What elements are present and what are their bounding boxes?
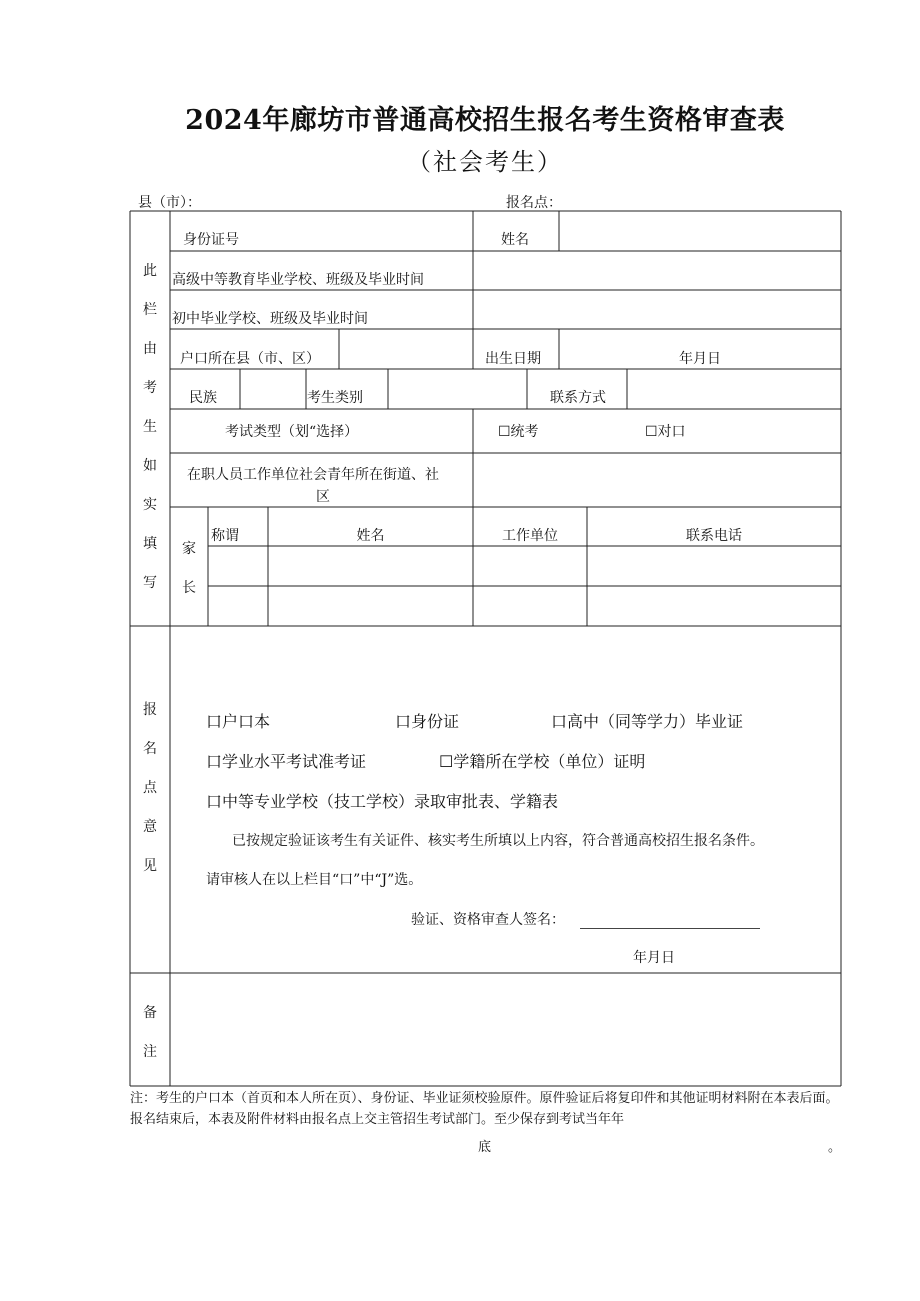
remarks-field[interactable]	[172, 975, 839, 1084]
workplace-label-continued: 区	[316, 489, 330, 505]
section2-side-label: 报 名 点 意 见	[143, 702, 157, 874]
ethnicity-field[interactable]	[242, 371, 304, 407]
high-school-label: 高级中等教育毕业学校、班级及毕业时间	[172, 272, 424, 288]
workplace-field[interactable]	[475, 455, 839, 505]
candidate-category-field[interactable]	[390, 371, 525, 407]
check-vocational-records[interactable]: 口中等专业学校（技工学校）录取审批表、学籍表	[206, 792, 559, 811]
id-number-label: 身份证号	[183, 232, 239, 248]
check-hukou-book[interactable]: 口户口本	[206, 712, 271, 731]
contact-label: 联系方式	[550, 390, 606, 406]
check-school-certificate[interactable]: ☐学籍所在学校（单位）证明	[439, 752, 646, 771]
parent-work-header: 工作单位	[502, 528, 558, 544]
check-high-school-diploma[interactable]: 口高中（同等学力）毕业证	[551, 712, 744, 731]
page-subtitle: （社会考生）	[407, 148, 563, 176]
candidate-category-label: 考生类别	[307, 390, 363, 406]
reviewer-instruction: 请审核人在以上栏目“口”中“J”选。	[206, 872, 423, 888]
hukou-field[interactable]	[341, 331, 471, 367]
exam-option-unified[interactable]: ☐统考	[498, 424, 539, 440]
high-school-field[interactable]	[475, 253, 839, 288]
footnote-tail-2: 。	[828, 1140, 842, 1155]
exam-type-label: 考试类型（划“选择）	[225, 424, 359, 440]
remarks-side-label: 备 注	[143, 1005, 157, 1060]
name-field[interactable]	[561, 213, 839, 249]
parent-row-2[interactable]	[209, 587, 840, 625]
junior-school-field[interactable]	[475, 292, 839, 327]
signature-line[interactable]	[580, 928, 760, 929]
parent-phone-header: 联系电话	[686, 528, 742, 544]
signature-label: 验证、资格审查人签名：	[411, 912, 565, 928]
check-id-card[interactable]: 口身份证	[395, 712, 460, 731]
workplace-label: 在职人员工作单位社会青年所在街道、社	[187, 467, 439, 483]
parent-relation-header: 称谓	[211, 528, 239, 544]
footnote-tail-1: 底	[478, 1140, 492, 1155]
county-label: 县（市）：	[138, 195, 201, 211]
contact-field[interactable]	[629, 371, 839, 407]
parents-side-label: 家 长	[182, 541, 196, 596]
footnote: 注：考生的户口本（首页和本人所在页）、身份证、毕业证须校验原件。原件验证后将复印件和其他证明材料附在本表后面。报名结束后，本表及附件材料由报名点上交主管招生考试部门。至少保存到考试当年年	[130, 1091, 839, 1127]
junior-school-label: 初中毕业学校、班级及毕业时间	[172, 311, 368, 327]
ethnicity-label: 民族	[189, 390, 217, 406]
check-exam-admission[interactable]: 口学业水平考试准考证	[206, 752, 367, 771]
section1-side-label: 此 栏 由 考 生 如 实 填 写	[143, 263, 157, 591]
birth-date-label: 出生日期	[485, 351, 541, 367]
hukou-label: 户口所在县（市、区）	[180, 351, 320, 367]
verification-statement: 已按规定验证该考生有关证件、核实考生所填以上内容，符合普通高校招生报名条件。	[232, 833, 764, 849]
birth-date-field[interactable]: 年月日	[679, 351, 721, 367]
id-number-field[interactable]	[250, 213, 470, 249]
parent-name-header: 姓名	[356, 528, 385, 544]
exam-option-vocational[interactable]: ☐对口	[645, 424, 686, 440]
parent-row-1[interactable]	[209, 547, 840, 585]
review-date: 年月日	[633, 950, 675, 966]
registration-site-label: 报名点：	[506, 195, 562, 211]
name-label: 姓名	[501, 232, 529, 248]
page-title: 2024年廊坊市普通高校招生报名考生资格审查表	[185, 105, 785, 136]
